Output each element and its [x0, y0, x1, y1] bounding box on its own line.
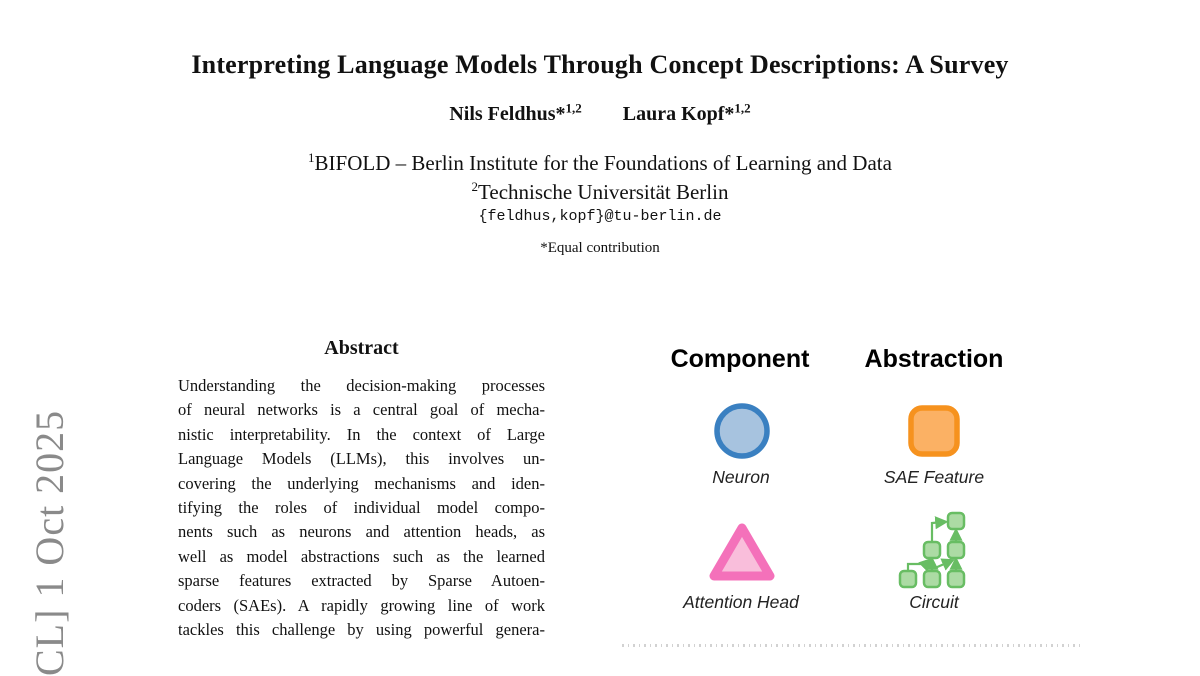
- abstract-line: tifying the roles of individual model compo-: [178, 498, 545, 518]
- contact-email: {feldhus,kopf}@tu-berlin.de: [478, 208, 722, 225]
- abstract-line: well as model abstractions such as the learned: [178, 546, 545, 566]
- affiliation-2-sup: 2: [471, 179, 479, 194]
- attention-head-triangle-icon: [707, 520, 777, 584]
- author-line: [0, 100, 1200, 126]
- sae-feature-square-icon: [908, 405, 960, 457]
- attention-head-label: Attention Head: [683, 592, 799, 612]
- sae-feature-label: SAE Feature: [883, 467, 985, 487]
- author-1: [449, 100, 582, 125]
- affiliation-1-text: BIFOLD – Berlin Institute for the Foundations of Learning and Data: [314, 151, 892, 175]
- author-1-name: Nils Feldhus: [449, 102, 556, 125]
- neuron-circle-icon: [714, 403, 770, 459]
- abstract-heading: Abstract: [324, 337, 399, 359]
- abstract-line: nistic interpretability. In the context of Large: [178, 424, 545, 444]
- paper-title: Interpreting Language Models Through Concept Descriptions: A Survey: [191, 50, 1009, 79]
- author-2: [622, 100, 751, 125]
- circuit-graph-icon: [898, 511, 970, 591]
- abstract-line: Understanding the decision-making processes: [178, 376, 545, 395]
- affiliation-2-text: Technische Universität Berlin: [478, 180, 729, 204]
- author-1-sup: 1,2: [565, 100, 582, 115]
- affiliation-1-sup: 1: [308, 150, 315, 165]
- sae-feature-square-shape: [911, 408, 957, 454]
- author-2-sup: 1,2: [734, 100, 751, 115]
- arxiv-banner: CL] 1 Oct 2025: [27, 409, 72, 676]
- author-1-mark: *: [555, 102, 566, 125]
- figure-caption-top-clipped: [622, 644, 1080, 647]
- equal-contribution-footnote: *Equal contribution: [540, 240, 660, 256]
- neuron-circle-shape: [717, 406, 767, 456]
- author-2-name: Laura Kopf: [622, 102, 725, 125]
- affiliation-2: [0, 179, 1200, 205]
- abstract-line: of neural networks is a central goal of mecha-: [178, 400, 545, 420]
- abstract-line: tackles this challenge by using powerful genera-: [178, 620, 545, 640]
- abstract-line: Language Models (LLMs), this involves un-: [178, 449, 545, 469]
- author-2-mark: *: [724, 102, 735, 125]
- figure-column-header-component: Component: [670, 345, 810, 373]
- abstract-body: [178, 374, 545, 646]
- attention-head-triangle-shape: [714, 528, 770, 576]
- circuit-label: Circuit: [909, 592, 959, 612]
- abstract-line: nents such as neurons and attention heads, as: [178, 522, 545, 542]
- figure-column-header-abstraction: Abstraction: [864, 345, 1004, 373]
- abstract-line: coders (SAEs). A rapidly growing line of work: [178, 595, 545, 615]
- neuron-label: Neuron: [712, 467, 770, 487]
- abstract-line: sparse features extracted by Sparse Autoen-: [178, 571, 545, 591]
- affiliation-1: [0, 150, 1200, 176]
- abstract-line: covering the underlying mechanisms and iden-: [178, 473, 545, 493]
